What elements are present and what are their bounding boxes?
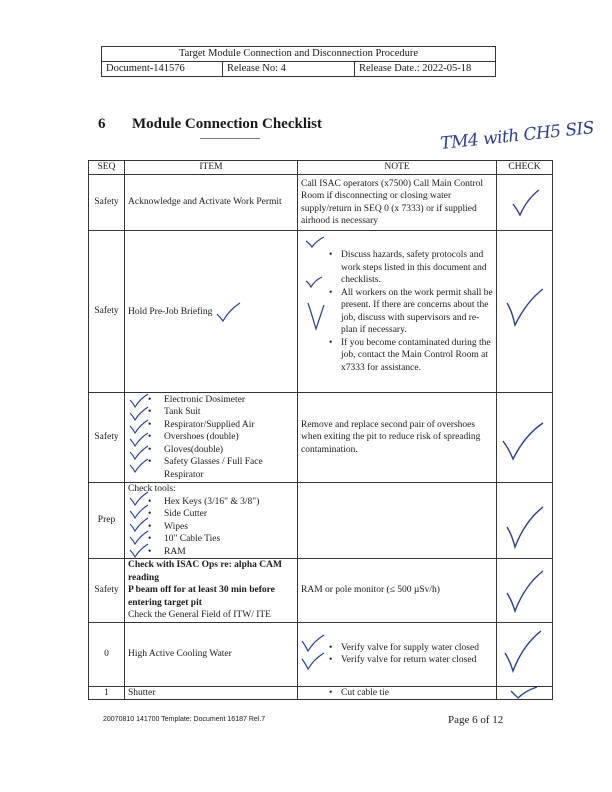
footer-template-id: 20070810 141700 Template: Document 16187 Rel.7 [103, 716, 266, 723]
table-row [89, 559, 553, 623]
tools-list [128, 496, 294, 559]
section-underline [200, 138, 260, 139]
list-item: • Hex Keys (3/16" & 3/8") [128, 496, 294, 509]
seq-cell: Safety [89, 393, 125, 483]
list-item: • Safety Glasses / Full Face Respirator [128, 456, 294, 481]
note-cell: Remove and replace second pair of overshoes when exiting the pit to reduce risk of spreading contamination. [298, 393, 497, 483]
list-item: • Verify valve for return water closed [301, 654, 493, 667]
checkmark-icon [505, 569, 545, 613]
table-row [89, 622, 553, 686]
list-item: • Side Cutter [128, 508, 294, 521]
note-cell [298, 231, 497, 393]
check-cell[interactable] [497, 559, 553, 623]
list-item: • Cut cable tie [301, 687, 493, 700]
checkmark-icon [300, 633, 330, 673]
checklist-table [88, 160, 553, 700]
check-cell[interactable] [497, 686, 553, 700]
item-cell: Acknowledge and Activate Work Permit [125, 175, 298, 231]
item-cell [125, 393, 298, 483]
seq-cell: 0 [89, 622, 125, 686]
list-item: • Respirator/Supplied Air [128, 419, 294, 432]
seq-cell: Safety [89, 175, 125, 231]
list-item: • Gloves(double) [128, 444, 294, 457]
check-cell[interactable] [497, 483, 553, 559]
note-bullet-list [301, 687, 493, 700]
table-row [89, 686, 553, 700]
note-cell [298, 622, 497, 686]
check-cell[interactable] [497, 175, 553, 231]
checkmark-icon [505, 287, 545, 327]
list-item: • RAM [128, 546, 294, 559]
check-cell[interactable] [497, 231, 553, 393]
table-header-row [89, 161, 553, 175]
table-row [89, 483, 553, 559]
item-cell: Shutter [125, 686, 298, 700]
seq-cell: 1 [89, 686, 125, 700]
item-cell [125, 559, 298, 623]
check-cell[interactable] [497, 622, 553, 686]
seq-cell: Safety [89, 231, 125, 393]
list-item: • If you become contaminated during the job, contact the Main Control Room at x7333 for assistance. [301, 337, 493, 375]
checkmark-icon [503, 629, 543, 673]
header-seq: SEQ [89, 161, 125, 175]
table-row [89, 231, 553, 393]
document-header-table [101, 46, 496, 77]
checkmark-icon [511, 189, 541, 219]
seq-cell: Prep [89, 483, 125, 559]
note-cell: Call ISAC operators (x7500) Call Main Control Room if disconnecting or closing water supply/return in SEQ 0 (x 7333) or if supplied airhood is necessary [298, 175, 497, 231]
checkmark-icon [302, 235, 332, 385]
list-item: • Electronic Dosimeter [128, 394, 294, 407]
release-number: Release No: 4 [223, 62, 355, 77]
header-check: CHECK [497, 161, 553, 175]
note-cell [298, 483, 497, 559]
list-item: • Tank Suit [128, 406, 294, 419]
header-item: ITEM [125, 161, 298, 175]
page-number: Page 6 of 12 [448, 714, 504, 726]
list-item: • Verify valve for supply water closed [301, 642, 493, 655]
handwritten-note: TM4 with CH5 SIS [439, 117, 595, 155]
section-number: 6 [98, 116, 106, 132]
section-title: Module Connection Checklist [132, 116, 323, 132]
item-text: Check the General Field of ITW/ ITE [128, 610, 271, 620]
checkmark-icon [128, 491, 150, 559]
seq-cell: Safety [89, 559, 125, 623]
list-item: • Discuss hazards, safety protocols and work steps listed in this document and checklists. [301, 249, 493, 287]
list-item: • Overshoes (double) [128, 431, 294, 444]
checkmark-icon [505, 505, 545, 549]
tools-intro: Check tools: [128, 484, 176, 494]
item-text: Hold Pre-Job Briefing [128, 306, 213, 317]
document-number: Document-141576 [102, 62, 223, 77]
checkmark-icon [215, 302, 241, 322]
header-note: NOTE [298, 161, 497, 175]
list-item: • 10" Cable Ties [128, 533, 294, 546]
list-item: • All workers on the work permit shall be present. If there are concerns about the job, discuss with supervisors and re-plan if necessary. [301, 287, 493, 337]
item-text: Check with ISAC Ops re: alpha CAM reading [128, 560, 282, 583]
checkmark-icon [509, 687, 539, 699]
ppe-list [128, 394, 294, 482]
document-title: Target Module Connection and Disconnection Procedure [102, 47, 496, 62]
checkmark-icon [128, 393, 150, 481]
item-text: P beam off for at least 30 min before entering target pit [128, 585, 275, 608]
list-item: • Wipes [128, 521, 294, 534]
table-row [89, 175, 553, 231]
note-cell: RAM or pole monitor (≤ 500 µSv/h) [298, 559, 497, 623]
release-date: Release Date.: 2022-05-18 [355, 62, 496, 77]
check-cell[interactable] [497, 393, 553, 483]
checkmark-icon [501, 421, 545, 461]
note-cell [298, 686, 497, 700]
item-cell: High Active Cooling Water [125, 622, 298, 686]
table-row [89, 393, 553, 483]
item-cell [125, 231, 298, 393]
item-cell [125, 483, 298, 559]
